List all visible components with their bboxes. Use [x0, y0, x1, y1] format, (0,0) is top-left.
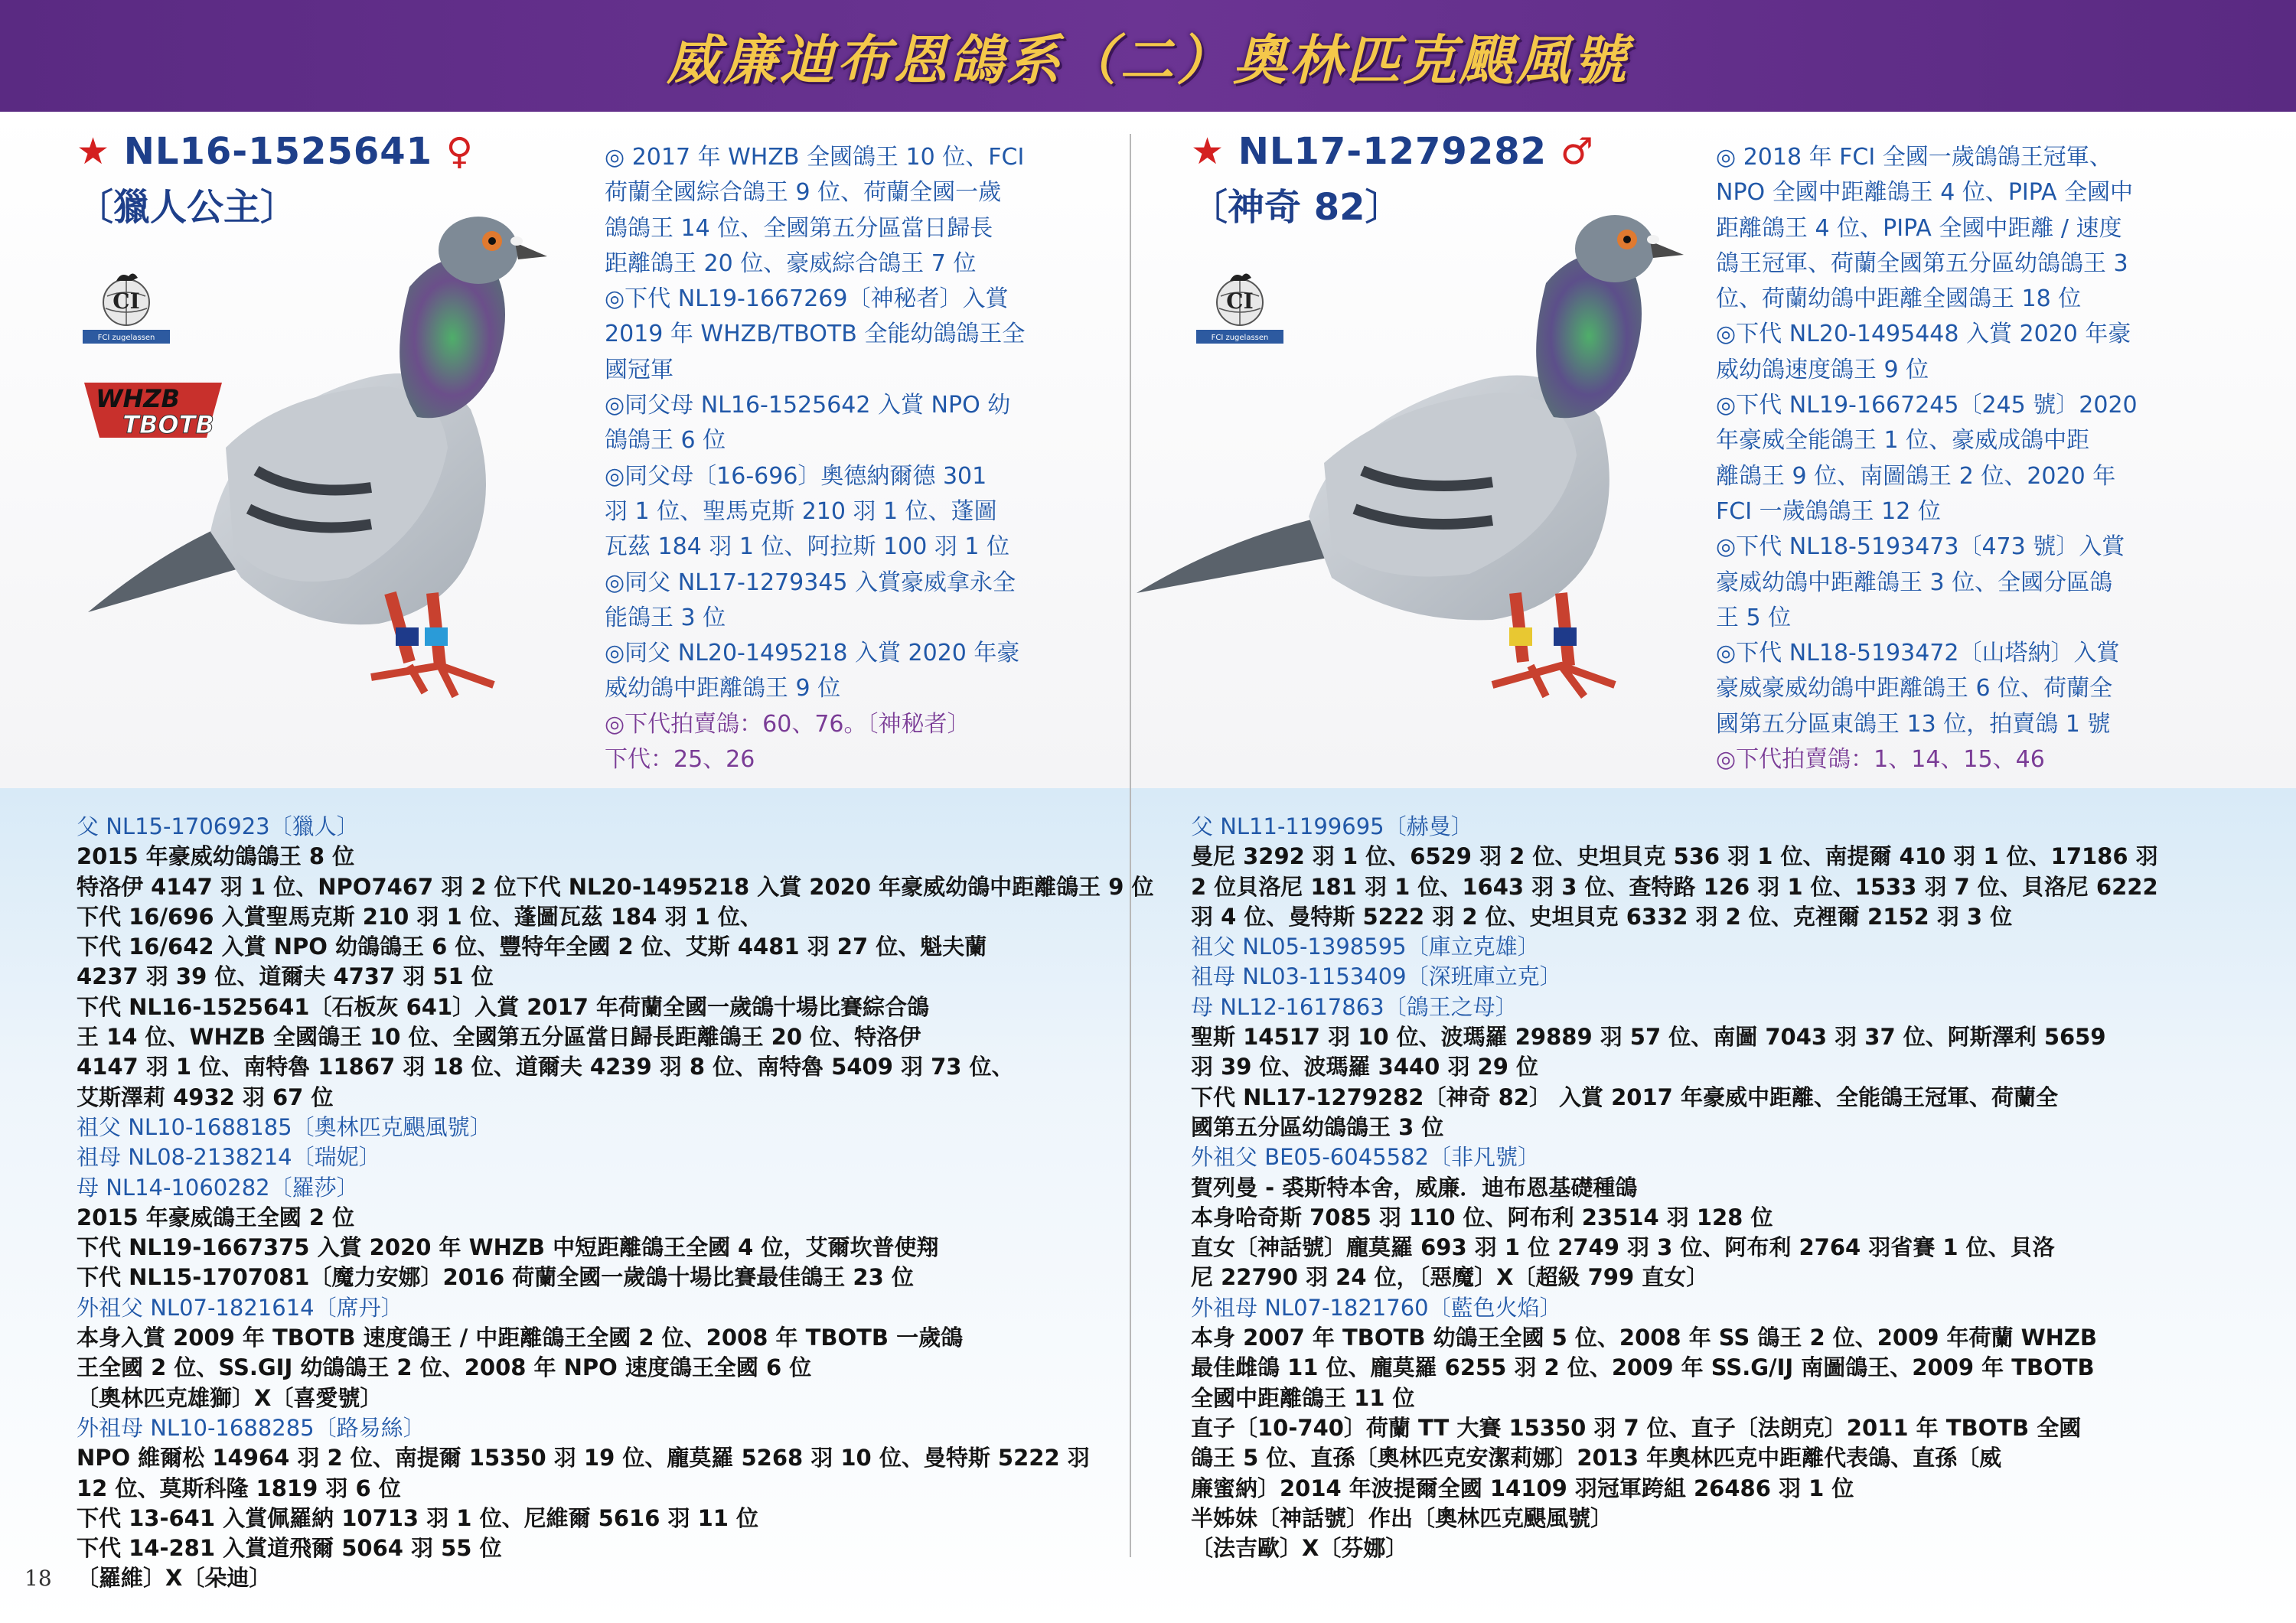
auction-line: ◎下代拍賣鴿：60、76。〔神秘者〕: [605, 710, 970, 738]
page-number: 18: [24, 1566, 52, 1591]
pedigree-heading: 父 NL15-1706923〔獵人〕: [77, 813, 359, 839]
achievement-line: 威幼鴿速度鴿王 9 位: [1716, 356, 1929, 383]
pedigree-line: 〔法吉歐〕X〔芬娜〕: [1191, 1535, 1408, 1562]
right-bird-ring: [1191, 130, 1594, 173]
pedigree-line: 賀列曼 - 裘斯特本舍，威廉．迪布恩基礎種鴿: [1191, 1174, 1638, 1201]
pedigree-line: 下代 14-281 入賞道飛爾 5064 羽 55 位: [77, 1535, 502, 1562]
pedigree-line: 下代 NL17-1279282〔神奇 82〕 入賞 2017 年豪威中距離、全能鴿王冠軍、荷蘭全: [1191, 1084, 2058, 1110]
pedigree-line: 聖斯 14517 羽 10 位、波瑪羅 29889 羽 57 位、南圖 7043 羽 37 位、阿斯澤利 5659: [1191, 1024, 2106, 1051]
pedigree-line: 半姊妹〔神話號〕作出〔奧林匹克颶風號〕: [1191, 1504, 1613, 1531]
achievement-line: 能鴿王 3 位: [605, 604, 726, 631]
achievement-line: 距離鴿王 20 位、豪威綜合鴿王 7 位: [605, 249, 977, 277]
svg-text:WHZB: WHZB: [96, 384, 180, 413]
right-ring-number: NL17-1279282: [1238, 130, 1548, 173]
page-title: 威廉迪布恩鴿系（二）奧林匹克颶風號: [667, 28, 1629, 92]
pedigree-line: 羽 4 位、曼特斯 5222 羽 2 位、史坦貝克 6332 羽 2 位、克裡爾 2152 羽 3 位: [1191, 903, 2013, 930]
achievement-line: 位、荷蘭幼鴿中距離全國鴿王 18 位: [1716, 285, 2082, 313]
left-achievements: [605, 140, 1025, 777]
pedigree-heading: 外祖父 NL07-1821614〔席丹〕: [77, 1294, 403, 1321]
male-symbol-icon: ♂: [1560, 130, 1594, 173]
pedigree-line: 最佳雌鴿 11 位、龐莫羅 6255 羽 2 位、2009 年 SS.G/IJ 南圖鴿王、2009 年 TBOTB: [1191, 1354, 2095, 1381]
pedigree-line: 本身 2007 年 TBOTB 幼鴿王全國 5 位、2008 年 SS 鴿王 2 位、2009 年荷蘭 WHZB: [1191, 1325, 2098, 1351]
achievement-line: 豪威豪威幼鴿中距離鴿王 6 位、荷蘭全: [1716, 675, 2113, 702]
right-achievements: [1716, 140, 2138, 777]
pedigree-heading: 外祖母 NL10-1688285〔路易絲〕: [77, 1414, 426, 1441]
pedigree-line: 國第五分區幼鴿鴿王 3 位: [1191, 1113, 1444, 1140]
pedigree-line: 下代 13-641 入賞佩羅納 10713 羽 1 位、尼維爾 5616 羽 11 位: [77, 1504, 759, 1531]
pedigree-line: 羽 39 位、波瑪羅 3440 羽 29 位: [1191, 1054, 1539, 1080]
pedigree-line: 本身入賞 2009 年 TBOTB 速度鴿王 / 中距離鴿王全國 2 位、2008 年 TBOTB 一歲鴿: [77, 1325, 964, 1351]
pedigree-line: 廉蜜納〕2014 年波提爾全國 14109 羽冠軍跨組 26486 羽 1 位: [1191, 1475, 1854, 1501]
achievement-line: 鴿鴿王 14 位、全國第五分區當日歸長: [605, 214, 993, 242]
achievement-line: ◎ 2017 年 WHZB 全國鴿王 10 位、FCI: [605, 144, 1025, 171]
title-banner: [0, 0, 2296, 112]
pedigree-line: 尼 22790 羽 24 位，〔惡魔〕X〔超級 799 直女〕: [1191, 1264, 1709, 1291]
auction-line: ◎下代拍賣鴿：1、14、15、46: [1716, 746, 2045, 774]
star-icon: ★: [77, 130, 111, 173]
achievement-line: 瓦茲 184 羽 1 位、阿拉斯 100 羽 1 位: [605, 533, 1009, 561]
pedigree-line: 下代 NL16-1525641〔石板灰 641〕入賞 2017 年荷蘭全國一歲鴿十場比賽綜合鴿: [77, 993, 930, 1020]
svg-text:CI: CI: [1226, 288, 1254, 314]
achievement-line: 羽 1 位、聖馬克斯 210 羽 1 位、蓬圖: [605, 497, 997, 525]
pedigree-line: 全國中距離鴿王 11 位: [1191, 1384, 1415, 1411]
achievement-line: ◎同父母〔16-696〕奧德納爾德 301: [605, 462, 987, 490]
achievement-line: 荷蘭全國綜合鴿王 9 位、荷蘭全國一歲: [605, 179, 1002, 207]
pedigree-line: 鴿王 5 位、直孫〔奧林匹克安潔莉娜〕2013 年奧林匹克中距離代表鴿、直孫〔威: [1191, 1445, 2002, 1471]
right-bird-name: 〔神奇 82〕: [1191, 186, 1402, 229]
achievement-line: ◎同父 NL17-1279345 入賞豪威拿永全: [605, 569, 1016, 596]
achievement-line: FCI 一歲鴿鴿王 12 位: [1716, 497, 1941, 525]
achievement-line: ◎ 2018 年 FCI 全國一歲鴿鴿王冠軍、: [1716, 144, 2112, 171]
achievement-line: 年豪威全能鴿王 1 位、豪威成鴿中距: [1716, 427, 2090, 455]
pedigree-heading: 祖父 NL10-1688185〔奧林匹克颶風號〕: [77, 1113, 492, 1140]
pedigree-line: 王 14 位、WHZB 全國鴿王 10 位、全國第五分區當日歸長距離鴿王 20 位、特洛伊: [77, 1024, 921, 1051]
pedigree-line: 下代 16/642 入賞 NPO 幼鴿鴿王 6 位、豐特年全國 2 位、艾斯 4481 羽 27 位、魁夫蘭: [77, 934, 987, 960]
achievement-line: 國第五分區東鴿王 13 位，拍賣鴿 1 號: [1716, 710, 2111, 738]
pedigree-heading: 母 NL12-1617863〔鴿王之母〕: [1191, 993, 1518, 1020]
left-ring-number: NL16-1525641: [123, 130, 433, 173]
achievement-line: 距離鴿王 4 位、PIPA 全國中距離 / 速度: [1716, 214, 2122, 242]
svg-text:CI: CI: [113, 288, 140, 314]
pedigree-line: 下代 16/696 入賞聖馬克斯 210 羽 1 位、蓬圖瓦茲 184 羽 1 位、: [77, 903, 762, 930]
fci-caption: FCI zugelassen: [1211, 334, 1269, 342]
achievement-line: ◎下代 NL20-1495448 入賞 2020 年豪: [1716, 321, 2131, 348]
achievement-line: 威幼鴿中距離鴿王 9 位: [605, 675, 841, 702]
achievement-line: 鴿王冠軍、荷蘭全國第五分區幼鴿鴿王 3: [1716, 249, 2128, 277]
pedigree-line: 2 位貝洛尼 181 羽 1 位、1643 羽 3 位、查特路 126 羽 1 位、1533 羽 7 位、貝洛尼 6222: [1191, 873, 2158, 900]
achievement-line: NPO 全國中距離鴿王 4 位、PIPA 全國中: [1716, 179, 2134, 207]
svg-text:TBOTB: TBOTB: [122, 410, 214, 439]
left-pedigree: [77, 812, 1154, 1594]
achievement-line: 離鴿王 9 位、南圖鴿王 2 位、2020 年: [1716, 462, 2116, 490]
right-pigeon-photo: [1133, 195, 1730, 723]
achievement-line: ◎同父 NL20-1495218 入賞 2020 年豪: [605, 640, 1020, 667]
pedigree-heading: 外祖父 BE05-6045582〔非凡號〕: [1191, 1144, 1540, 1171]
achievement-line: 王 5 位: [1716, 604, 1792, 631]
female-symbol-icon: ♀: [445, 130, 474, 173]
pedigree-heading: 父 NL11-1199695〔赫曼〕: [1191, 813, 1473, 839]
achievement-line: 豪威幼鴿中距離鴿王 3 位、全國分區鴿: [1716, 569, 2113, 596]
pedigree-line: 〔奧林匹克雄獅〕X〔喜愛號〕: [77, 1384, 383, 1411]
fci-caption: FCI zugelassen: [97, 334, 155, 342]
star-icon: ★: [1191, 130, 1225, 173]
pedigree-line: 2015 年豪威鴿王全國 2 位: [77, 1204, 355, 1230]
pedigree-line: 下代 NL15-1707081〔魔力安娜〕2016 荷蘭全國一歲鴿十場比賽最佳鴿王 23 位: [77, 1264, 914, 1291]
pedigree-line: 直女〔神話號〕龐莫羅 693 羽 1 位 2749 羽 3 位、阿布利 2764 羽省賽 1 位、貝洛: [1191, 1234, 2055, 1261]
auction-line: 下代：25、26: [605, 746, 755, 774]
achievement-line: 2019 年 WHZB/TBOTB 全能幼鴿鴿王全: [605, 321, 1026, 348]
pedigree-heading: 外祖母 NL07-1821760〔藍色火焰〕: [1191, 1294, 1562, 1321]
left-pigeon-photo: [88, 195, 578, 715]
pedigree-line: 4147 羽 1 位、南特魯 11867 羽 18 位、道爾夫 4239 羽 8 位、南特魯 5409 羽 73 位、: [77, 1054, 1014, 1080]
pedigree-heading: 祖母 NL08-2138214〔瑞妮〕: [77, 1144, 381, 1171]
left-bird-name: 〔獵人公主〕: [77, 186, 298, 229]
pedigree-heading: 祖父 NL05-1398595〔庫立克雄〕: [1191, 934, 1540, 960]
pedigree-heading: 母 NL14-1060282〔羅莎〕: [77, 1174, 359, 1201]
pedigree-line: NPO 維爾松 14964 羽 2 位、南提爾 15350 羽 19 位、龐莫羅 5268 羽 10 位、曼特斯 5222 羽: [77, 1445, 1090, 1471]
right-pedigree: [1191, 812, 2158, 1563]
pedigree-line: 〔羅維〕X〔朵迪〕: [77, 1565, 272, 1592]
left-bird-ring: [77, 130, 474, 173]
pedigree-line: 下代 NL19-1667375 入賞 2020 年 WHZB 中短距離鴿王全國 4 位，艾爾坎普使翔: [77, 1234, 939, 1261]
achievement-line: ◎同父母 NL16-1525642 入賞 NPO 幼: [605, 392, 1011, 419]
achievement-line: ◎下代 NL18-5193473〔473 號〕入賞: [1716, 533, 2125, 561]
pedigree-line: 曼尼 3292 羽 1 位、6529 羽 2 位、史坦貝克 536 羽 1 位、南提爾 410 羽 1 位、17186 羽: [1191, 843, 2158, 870]
pedigree-line: 直子〔10-740〕荷蘭 TT 大賽 15350 羽 7 位、直子〔法朗克〕2011 年 TBOTB 全國: [1191, 1414, 2082, 1441]
pedigree-line: 本身哈奇斯 7085 羽 110 位、阿布利 23514 羽 128 位: [1191, 1204, 1773, 1230]
pedigree-line: 王全國 2 位、SS.GIJ 幼鴿鴿王 2 位、2008 年 NPO 速度鴿王全國 6 位: [77, 1354, 812, 1381]
achievement-line: 鴿鴿王 6 位: [605, 427, 726, 455]
achievement-line: ◎下代 NL18-5193472〔山塔納〕入賞: [1716, 640, 2120, 667]
pedigree-line: 4237 羽 39 位、道爾夫 4737 羽 51 位: [77, 963, 494, 990]
pedigree-line: 艾斯澤莉 4932 羽 67 位: [77, 1084, 334, 1110]
achievement-line: ◎下代 NL19-1667245〔245 號〕2020: [1716, 392, 2138, 419]
achievement-line: 國冠軍: [605, 356, 673, 383]
pedigree-line: 12 位、莫斯科隆 1819 羽 6 位: [77, 1475, 401, 1501]
pedigree-line: 特洛伊 4147 羽 1 位、NPO7467 羽 2 位下代 NL20-1495218 入賞 2020 年豪威幼鴿中距離鴿王 9 位: [77, 873, 1154, 900]
pedigree-line: 2015 年豪威幼鴿鴿王 8 位: [77, 843, 355, 870]
pedigree-heading: 祖母 NL03-1153409〔深班庫立克〕: [1191, 963, 1562, 990]
achievement-line: ◎下代 NL19-1667269〔神秘者〕入賞: [605, 285, 1009, 313]
